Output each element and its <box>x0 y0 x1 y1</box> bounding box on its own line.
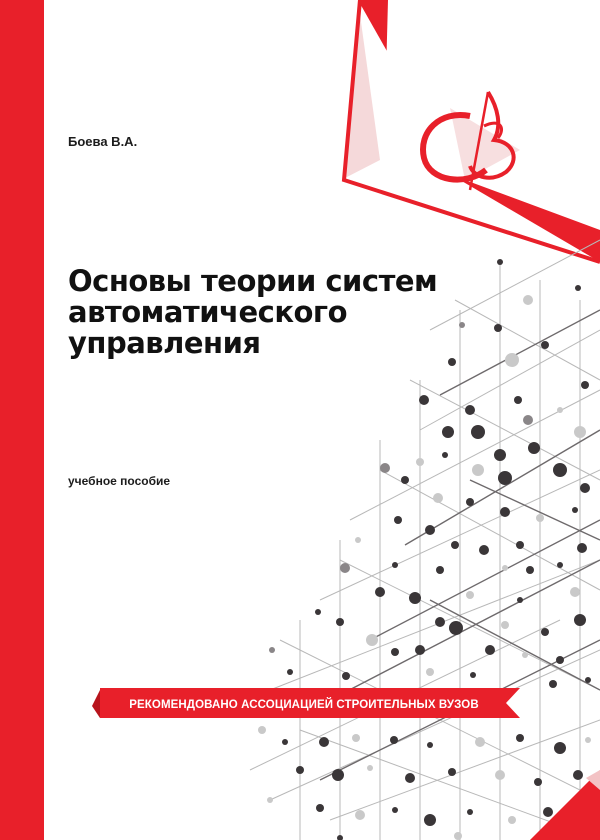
title-line: автоматического <box>68 295 348 329</box>
title-line: управления <box>68 326 261 360</box>
book-subtitle: учебное пособие <box>68 474 171 488</box>
title-line: Основы теории систем <box>68 264 438 298</box>
recommendation-banner-text: РЕКОМЕНДОВАНО АССОЦИАЦИЕЙ СТРОИТЕЛЬНЫХ ВУЗОВ <box>129 699 479 711</box>
book-title <box>68 266 448 359</box>
author-name: Боева В.А. <box>68 134 138 149</box>
